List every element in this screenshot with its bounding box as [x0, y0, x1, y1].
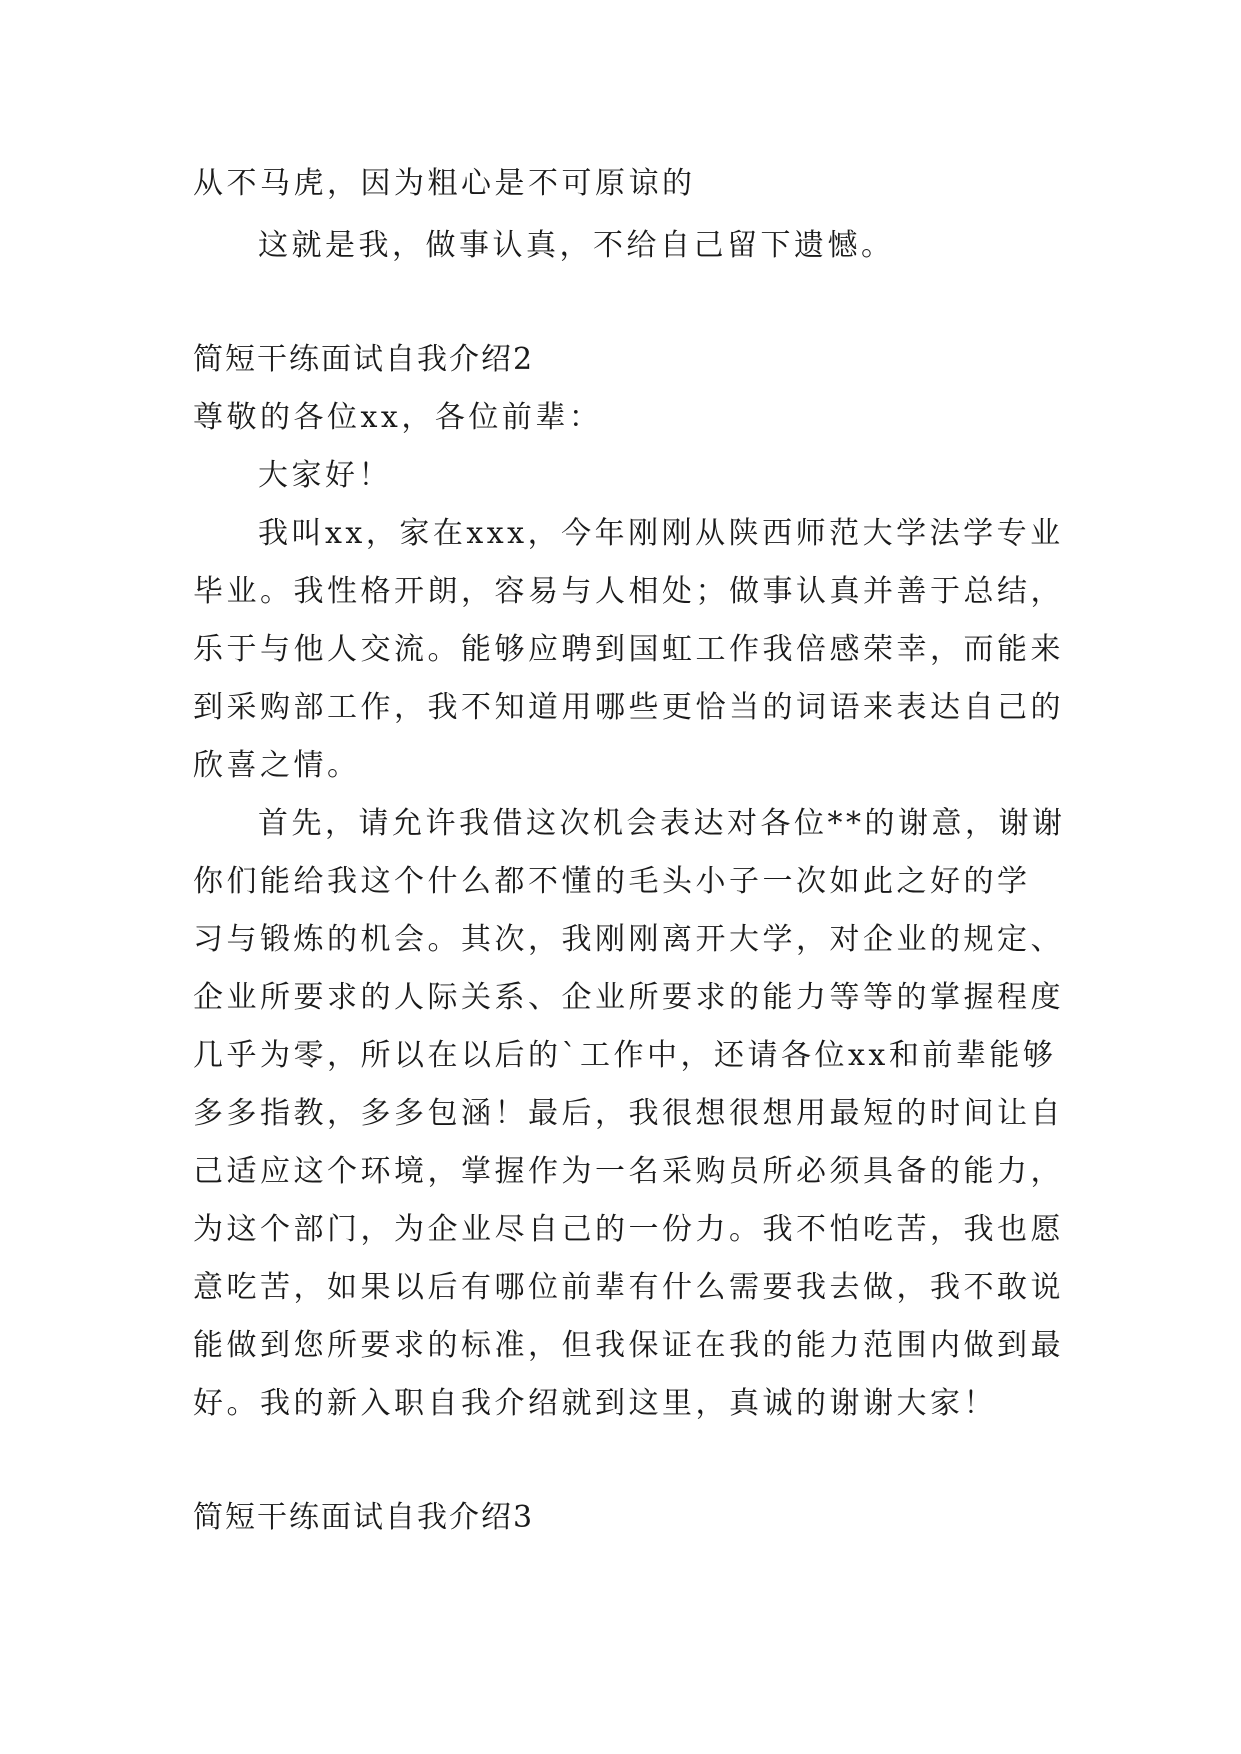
section-heading: 简短干练面试自我介绍3: [193, 1500, 535, 1535]
text-line: 为这个部门，为企业尽自己的一份力。我不怕吃苦，我也愿: [193, 1212, 1064, 1247]
text-line: 从不马虎，因为粗心是不可原谅的: [193, 166, 696, 201]
text-line: 己适应这个环境，掌握作为一名采购员所必须具备的能力，: [193, 1154, 1064, 1189]
text-line: 到采购部工作，我不知道用哪些更恰当的词语来表达自己的: [193, 690, 1064, 725]
section-heading: 简短干练面试自我介绍2: [193, 342, 535, 377]
text-line: 好。我的新入职自我介绍就到这里，真诚的谢谢大家！: [193, 1386, 997, 1421]
text-line: 意吃苦，如果以后有哪位前辈有什么需要我去做，我不敢说: [193, 1270, 1064, 1305]
text-line: 毕业。我性格开朗，容易与人相处；做事认真并善于总结，: [193, 574, 1064, 609]
text-line: 这就是我，做事认真，不给自己留下遗憾。: [258, 228, 895, 263]
text-line: 我叫xx，家在xxx，今年刚刚从陕西师范大学法学专业: [258, 516, 1064, 551]
text-line: 欣喜之情。: [193, 748, 361, 783]
text-line: 企业所要求的人际关系、企业所要求的能力等等的掌握程度: [193, 980, 1064, 1015]
text-line: 习与锻炼的机会。其次，我刚刚离开大学，对企业的规定、: [193, 922, 1064, 957]
text-line: 能做到您所要求的标准，但我保证在我的能力范围内做到最: [193, 1328, 1064, 1363]
salutation-line: 尊敬的各位xx，各位前辈：: [193, 400, 603, 435]
greeting-line: 大家好！: [258, 458, 392, 493]
text-line: 你们能给我这个什么都不懂的毛头小子一次如此之好的学: [193, 864, 1031, 899]
text-line: 几乎为零，所以在以后的`工作中，还请各位xx和前辈能够: [193, 1038, 1057, 1073]
text-line: 多多指教，多多包涵！最后，我很想很想用最短的时间让自: [193, 1096, 1064, 1131]
text-line: 乐于与他人交流。能够应聘到国虹工作我倍感荣幸，而能来: [193, 632, 1064, 667]
text-line: 首先，请允许我借这次机会表达对各位**的谢意，谢谢: [258, 806, 1066, 841]
